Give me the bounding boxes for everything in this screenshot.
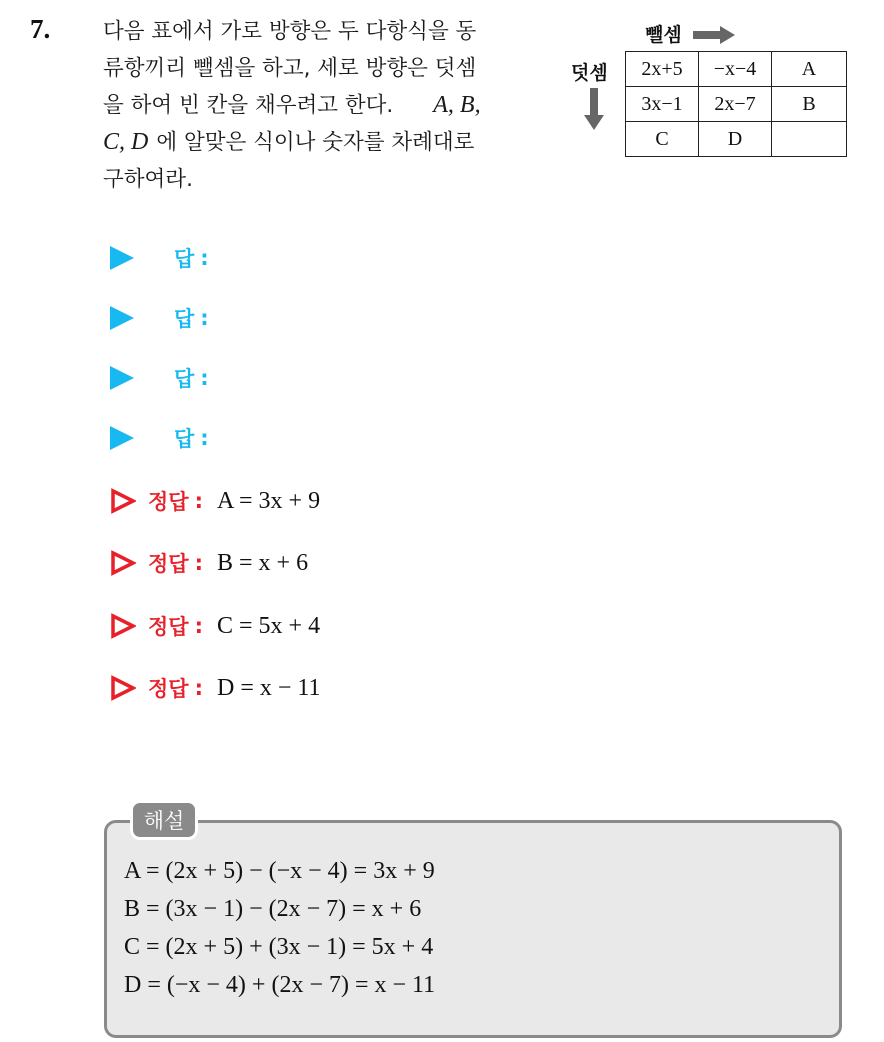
correct-answer-c: C = 5x + 4 <box>216 612 321 639</box>
answer-label: 답 <box>174 427 195 451</box>
answer-marker-icon <box>110 306 134 330</box>
question-line-1: 다음 표에서 가로 방향은 두 다항식을 동 <box>103 19 477 44</box>
correct-label: 정답 <box>148 490 189 514</box>
answer-colon: : <box>200 426 209 450</box>
answer-colon: : <box>200 366 209 390</box>
question-vars-ab: A, B, <box>433 92 481 118</box>
question-number: 7. <box>30 14 51 44</box>
explanation-line: B = (3x − 1) − (2x − 7) = x + 6 <box>124 896 422 922</box>
answer-blank-row <box>110 418 209 458</box>
correct-colon: : <box>194 551 203 575</box>
answer-blank-row <box>110 238 209 278</box>
answer-colon: : <box>200 306 209 330</box>
correct-marker-icon <box>110 613 136 639</box>
correct-label: 정답 <box>148 615 189 639</box>
table-cell: A <box>772 52 847 87</box>
table-cell: 2x−7 <box>699 87 772 122</box>
table-cell <box>772 122 847 157</box>
add-label: 덧셈 <box>571 62 608 84</box>
explanation-line: D = (−x − 4) + (2x − 7) = x − 11 <box>124 972 436 998</box>
correct-answer-row <box>110 543 308 583</box>
question-line-5: 구하여라. <box>103 167 193 192</box>
answer-marker-icon <box>110 426 134 450</box>
table-cell: 2x+5 <box>626 52 699 87</box>
question-line-4-text: 에 알맞은 식이나 숫자를 차례대로 <box>156 130 475 155</box>
subtract-label: 뺄셈 <box>645 24 682 46</box>
correct-answer-row <box>110 668 321 708</box>
arrow-right-icon <box>693 26 735 44</box>
question-line-2: 류항끼리 뺄셈을 하고, 세로 방향은 덧셈 <box>103 56 477 81</box>
table-row <box>626 87 847 122</box>
arrow-down-icon <box>584 88 604 130</box>
question-line-3-text: 을 하여 빈 칸을 채우려고 한다. <box>103 93 394 118</box>
correct-marker-icon <box>110 488 136 514</box>
table-cell: B <box>772 87 847 122</box>
correct-answer-d: D = x − 11 <box>216 674 321 701</box>
question-line-3 <box>103 87 548 124</box>
correct-answer-a: A = 3x + 9 <box>216 487 321 514</box>
correct-colon: : <box>194 676 203 700</box>
correct-label: 정답 <box>148 552 189 576</box>
correct-answer-row <box>110 606 320 646</box>
table-cell: −x−4 <box>699 52 772 87</box>
explanation-tag: 해설 <box>130 800 198 840</box>
question-text <box>103 13 548 198</box>
answer-blank-row <box>110 358 209 398</box>
correct-marker-icon <box>110 550 136 576</box>
answer-label: 답 <box>174 307 195 331</box>
table-row <box>626 52 847 87</box>
answer-colon: : <box>200 246 209 270</box>
correct-colon: : <box>194 614 203 638</box>
explanation-lines <box>124 852 435 1004</box>
correct-colon: : <box>194 489 203 513</box>
table-row <box>626 122 847 157</box>
table-cell: C <box>626 122 699 157</box>
correct-answer-b: B = x + 6 <box>216 549 309 576</box>
correct-answer-row <box>110 481 320 521</box>
correct-marker-icon <box>110 675 136 701</box>
table-cell: 3x−1 <box>626 87 699 122</box>
answer-blank-row <box>110 298 209 338</box>
answer-label: 답 <box>174 247 195 271</box>
question-vars-cd: C, D <box>103 129 149 155</box>
table-cell: D <box>699 122 772 157</box>
question-line-4 <box>103 124 548 161</box>
answer-marker-icon <box>110 366 134 390</box>
correct-label: 정답 <box>148 677 189 701</box>
explanation-line: C = (2x + 5) + (3x − 1) = 5x + 4 <box>124 934 434 960</box>
answer-marker-icon <box>110 246 134 270</box>
explanation-line: A = (2x + 5) − (−x − 4) = 3x + 9 <box>124 858 435 884</box>
answer-label: 답 <box>174 367 195 391</box>
operation-table <box>625 51 847 157</box>
